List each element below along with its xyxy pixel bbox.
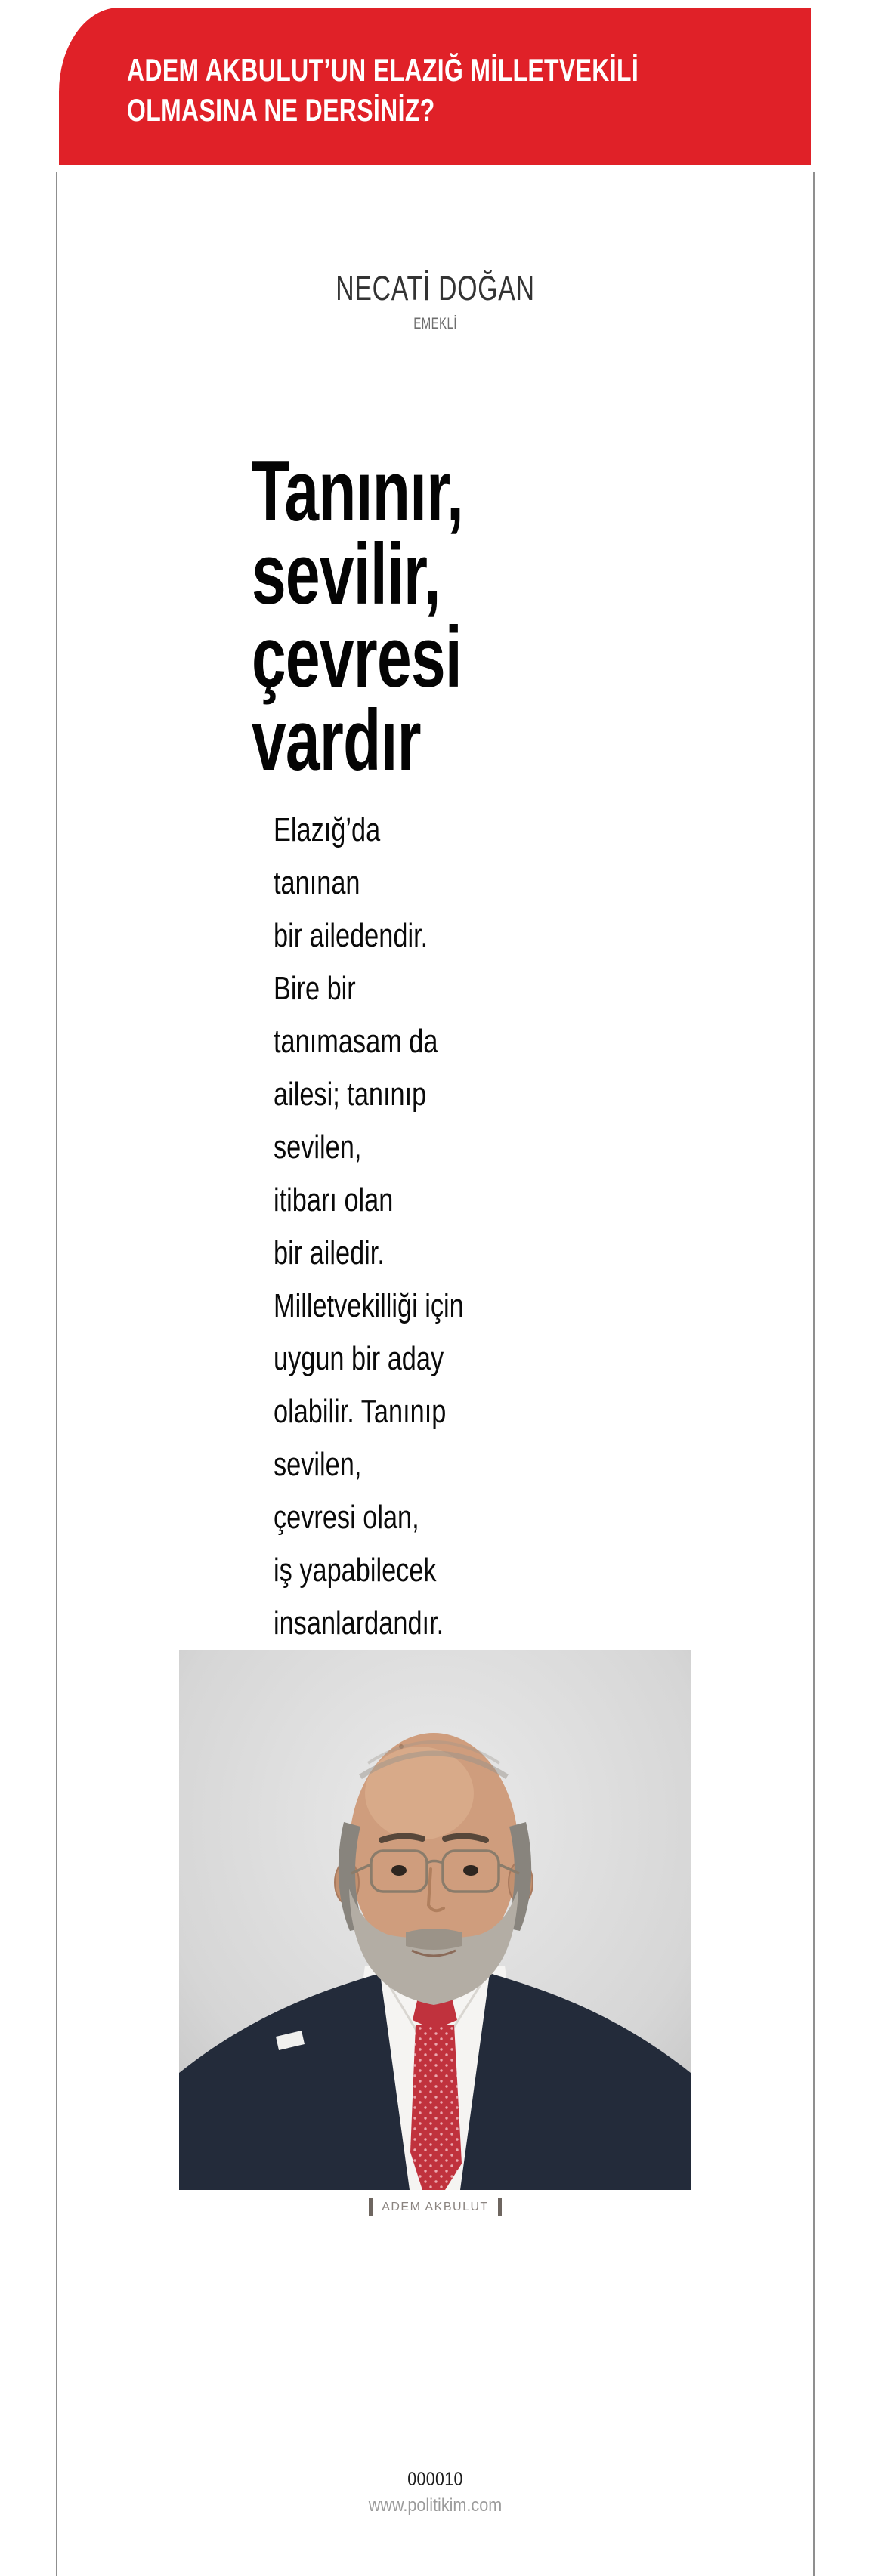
quote-body-line: iş yapabilecek (274, 1552, 437, 1589)
tie-pattern (410, 2025, 462, 2190)
headline-line: sevilir, (252, 527, 441, 622)
quote-body-line: Milletvekilliği için (274, 1287, 464, 1324)
caption-text: ADEM AKBULUT (382, 2200, 489, 2213)
quote-body-line: uygun bir aday (274, 1340, 444, 1377)
question-line-1: ADEM AKBULUT’UN ELAZIĞ MİLLETVEKİLİ (127, 52, 639, 88)
quote-body-line: Bire bir (274, 970, 356, 1007)
interviewee-title: EMEKLİ (413, 315, 457, 332)
forehead-highlight (365, 1747, 474, 1840)
headline-line: çevresi (252, 610, 462, 706)
quote-body-line: insanlardandır. (274, 1605, 444, 1642)
quote-body-line: sevilen, (274, 1446, 362, 1483)
interviewee-name: NECATİ DOĞAN (336, 269, 535, 307)
quote-body-line: Elazığ’da (274, 811, 381, 848)
photo-caption (56, 2198, 815, 2216)
quote-body-line: ailesi; tanınıp (274, 1076, 427, 1113)
quote-body-line: olabilir. Tanınıp (274, 1393, 447, 1430)
headline-line: vardır (252, 693, 421, 789)
caption-bar-right (498, 2198, 502, 2216)
portrait-illustration (179, 1650, 691, 2190)
quote-body-line: bir ailedir. (274, 1234, 385, 1271)
portrait-photo (179, 1650, 691, 2190)
question-banner-text (127, 50, 639, 130)
question-line-2: OLMASINA NE DERSİNİZ? (127, 92, 435, 128)
quote-body-line: bir ailedendir. (274, 917, 428, 954)
footer-code: 000010 (407, 2469, 463, 2490)
quote-body (274, 804, 464, 1650)
headline-line: Tanınır, (252, 443, 464, 539)
footer-website: www.politikim.com (368, 2495, 503, 2516)
quote-headline (252, 443, 464, 789)
quote-body-line: tanınan (274, 864, 360, 901)
quote-body-line: itibarı olan (274, 1181, 394, 1219)
quote-body-line: sevilen, (274, 1129, 362, 1166)
eye-left (391, 1865, 407, 1876)
question-banner (59, 8, 811, 165)
mustache (406, 1929, 462, 1950)
quote-body-line: çevresi olan, (274, 1499, 419, 1536)
caption-bar-left (369, 2198, 373, 2216)
eye-right (463, 1865, 478, 1876)
quote-body-line: tanımasam da (274, 1023, 438, 1060)
